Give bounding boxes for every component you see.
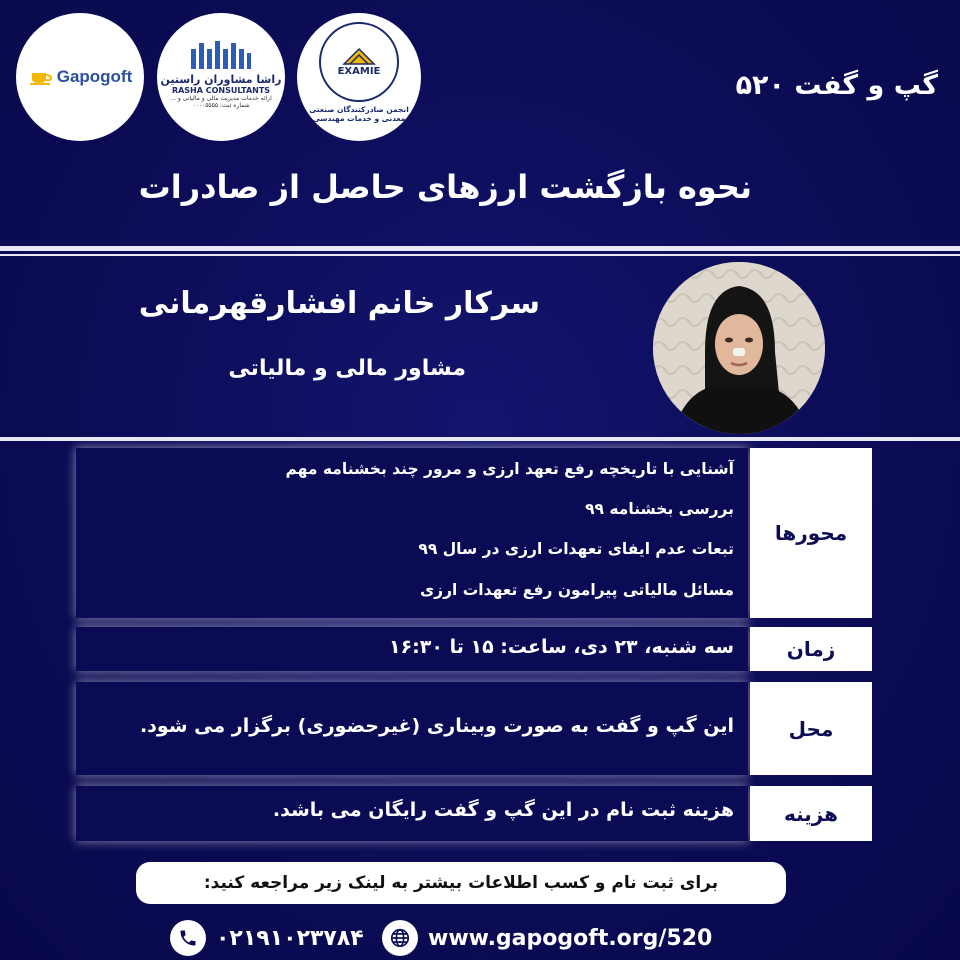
- topic-item: تبعات عدم ایفای تعهدات ارزی در سال ۹۹: [418, 540, 734, 558]
- time-label: زمان: [750, 627, 872, 671]
- time-row: [76, 627, 872, 671]
- place-content: [76, 682, 748, 775]
- registration-banner: برای ثبت نام و کسب اطلاعات بیشتر به لینک زیر مراجعه کنید:: [136, 862, 786, 904]
- rasha-logo-line1: ارائه خدمات مدیریت مالی و مالیاتی و ...: [170, 95, 272, 102]
- examie-logo-fa-line2: معدنی و خدمات مهندسی: [312, 113, 406, 123]
- phone-number: ۰۲۱۹۱۰۲۳۷۸۴: [216, 925, 364, 951]
- topic-item: مسائل مالیاتی پیرامون رفع تعهدات ارزی: [419, 581, 734, 599]
- speaker-role: مشاور مالی و مالیاتی: [228, 356, 466, 381]
- fee-row: [76, 786, 872, 841]
- rasha-logo-en-name: RASHA CONSULTANTS: [171, 86, 271, 95]
- examie-logo-text: EXAMIE: [337, 66, 381, 77]
- fee-value: هزینه ثبت نام در این گپ و گفت رایگان می باشد.: [272, 799, 734, 821]
- place-value: این گپ و گفت به صورت وبیناری (غیرحضوری) برگزار می شود.: [139, 715, 734, 737]
- topic-item: بررسی بخشنامه ۹۹: [585, 500, 734, 518]
- speaker-photo: [653, 262, 825, 434]
- rasha-logo-line2: شماره ثبت: ۰۰۰۰۵۵۵۵: [192, 102, 250, 109]
- fee-label: هزینه: [750, 786, 872, 841]
- phone-icon: [170, 920, 206, 956]
- examie-logo-fa-line1: انجمن صادرکنندگان صنعتی: [309, 104, 409, 114]
- speaker-portrait: [653, 262, 825, 434]
- topics-content: [76, 448, 748, 618]
- place-label: محل: [750, 682, 872, 775]
- header-divider-bottom: [0, 254, 960, 256]
- rasha-logo-fa-name: راشا مشاوران راستین: [160, 73, 282, 86]
- cup-icon: [28, 69, 54, 85]
- phone-contact[interactable]: [170, 918, 364, 958]
- topic-item: آشنایی با تاریخچه رفع تعهد ارزی و مرور چند بخشنامه مهم: [285, 460, 734, 478]
- website-contact[interactable]: [382, 918, 712, 958]
- series-title: گپ و گفت ۵۲۰: [735, 70, 938, 101]
- mountain-icon: [342, 46, 376, 66]
- gapogoft-logo-text: Gapogoft: [56, 67, 133, 86]
- examie-logo: [297, 13, 421, 141]
- rasha-logo: [157, 13, 285, 141]
- place-row: [76, 682, 872, 775]
- speaker-divider: [0, 437, 960, 441]
- time-content: [76, 627, 748, 671]
- fee-content: [76, 786, 748, 841]
- rasha-bars-icon: [189, 39, 253, 71]
- examie-seal: [319, 22, 399, 102]
- time-value: سه شنبه، ۲۳ دی، ساعت: ۱۵ تا ۱۶:۳۰: [388, 636, 734, 658]
- speaker-name: سرکار خانم افشارقهرمانی: [138, 286, 540, 321]
- page-title: نحوه بازگشت ارزهای حاصل از صادرات: [138, 168, 752, 206]
- website-link[interactable]: www.gapogoft.org/520: [428, 925, 713, 951]
- globe-icon: [382, 920, 418, 956]
- header-divider-top: [0, 246, 960, 251]
- gapogoft-logo: [16, 13, 144, 141]
- topics-label: محورها: [750, 448, 872, 618]
- topics-row: [76, 448, 872, 618]
